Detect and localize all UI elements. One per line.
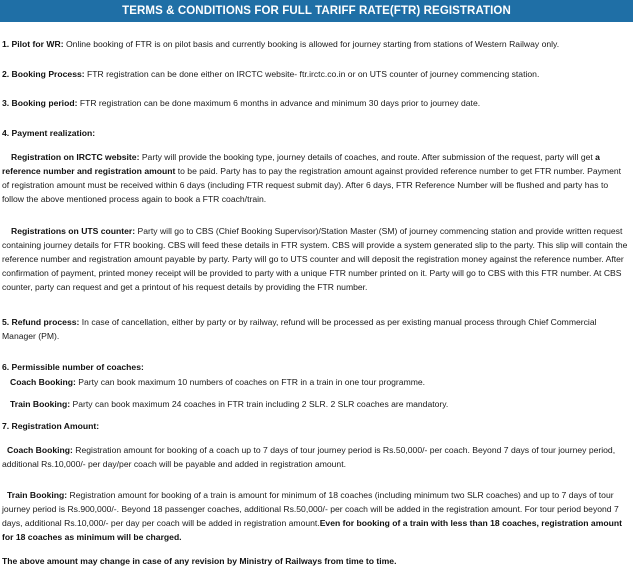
page-header (0, 0, 633, 22)
section-booking-process (2, 67, 630, 81)
section-label: 1. Pilot for WR: (2, 39, 64, 49)
section-text: FTR registration can be done either on IRCTC website- ftr.irctc.co.in or on UTS counter of journey commencing station. (84, 69, 540, 79)
section-text: FTR registration can be done maximum 6 months in advance and minimum 30 days prior to journey date. (77, 98, 481, 108)
subsection-label: Registration on IRCTC website: (11, 152, 140, 162)
section-amount-heading (2, 419, 630, 433)
section-booking-period (2, 96, 630, 110)
footer-note: The above amount may change in case of any revision by Ministry of Railways from time to time. (2, 556, 397, 566)
coaches-coach-booking: Coach Booking: Party can book maximum 10 numbers of coaches on FTR in a train in one tour programme. (10, 377, 426, 387)
page-title: TERMS & CONDITIONS FOR FULL TARIFF RATE(FTR) REGISTRATION (122, 5, 511, 17)
section-text: Online booking of FTR is on pilot basis and currently booking is allowed for journey starting from stations of Western Railway only. (63, 39, 560, 49)
section-label: 4. Payment realization: (2, 128, 96, 138)
section-refund (2, 315, 630, 343)
section-label: 5. Refund process: (2, 317, 80, 327)
section-pilot (2, 37, 630, 51)
section-payment-heading (2, 126, 630, 140)
amount-coach-booking: Coach Booking: Registration amount for booking of a coach up to 7 days of tour journey period is Rs.50,000/- per coach. Beyond 7 days of tour journey period, additional Rs.10,000/- per day/per coach will be payable and added in registration amount. (2, 445, 616, 469)
section-coaches-heading (2, 360, 630, 374)
coaches-train-booking: Train Booking: Party can book maximum 24 coaches in FTR train including 2 SLR. 2 SLR coaches are mandatory. (10, 399, 449, 409)
subsection-label: Registrations on UTS counter: (11, 226, 136, 236)
section-label: 7. Registration Amount: (2, 421, 100, 431)
section-label: 3. Booking period: (2, 98, 78, 108)
subsection-text: Party will go to CBS (Chief Booking Supervisor)/Station Master (SM) of journey commencing station and provide written request containing journey details for FTR booking. CBS will feed these details in FTR system. CBS will provide a system generated slip to the party. This slip will contain the reference number and registration amount payable by party. Party will go to UTS counter and will deposit the registration money against the reference number. After confirmation of payment, printed money receipt will be provided to party with a unique FTR number printed on it. Party will go to CBS with this FTR number. At CBS counter, party can request and get a printout of his request details by providing the FTR number. (2, 226, 628, 292)
section-label: 2. Booking Process: (2, 69, 85, 79)
section-text: In case of cancellation, either by party or by railway, refund will be processed as per existing manual process through Chief Commercial Manager (PM). (2, 317, 597, 341)
amount-train-booking: Train Booking: Registration amount for booking of a train is amount for minimum of 18 coaches (including minimum two SLR coaches) and up to 7 days of tour journey period is Rs.900,000/-. Beyond 18 passenger coaches, additional Rs.50,000/- per coach will be added in the registration amount. For tour period beyond 7 days, additional Rs.10,000/- per day per coach will be added in registration amount.Even for booking of a train with less than 18 coaches, registration amount for 18 coaches as minimum will be charged. (2, 490, 622, 542)
subsection-uts (2, 224, 630, 294)
section-label: 6. Permissible number of coaches: (2, 362, 144, 372)
subsection-irctc: Registration on IRCTC website: Party will provide the booking type, journey details of coaches, and route. After submission of the request, party will get a reference number and registration amount to be paid. Party has to pay the registration amount against provided reference number to get FTR number. Payment of registration amount must be received within 6 days (including FTR request submit day). After 6 days, FTR Reference Number will be flushed and party has to follow the above mentioned process again to book a FTR coach/train. (2, 152, 622, 204)
